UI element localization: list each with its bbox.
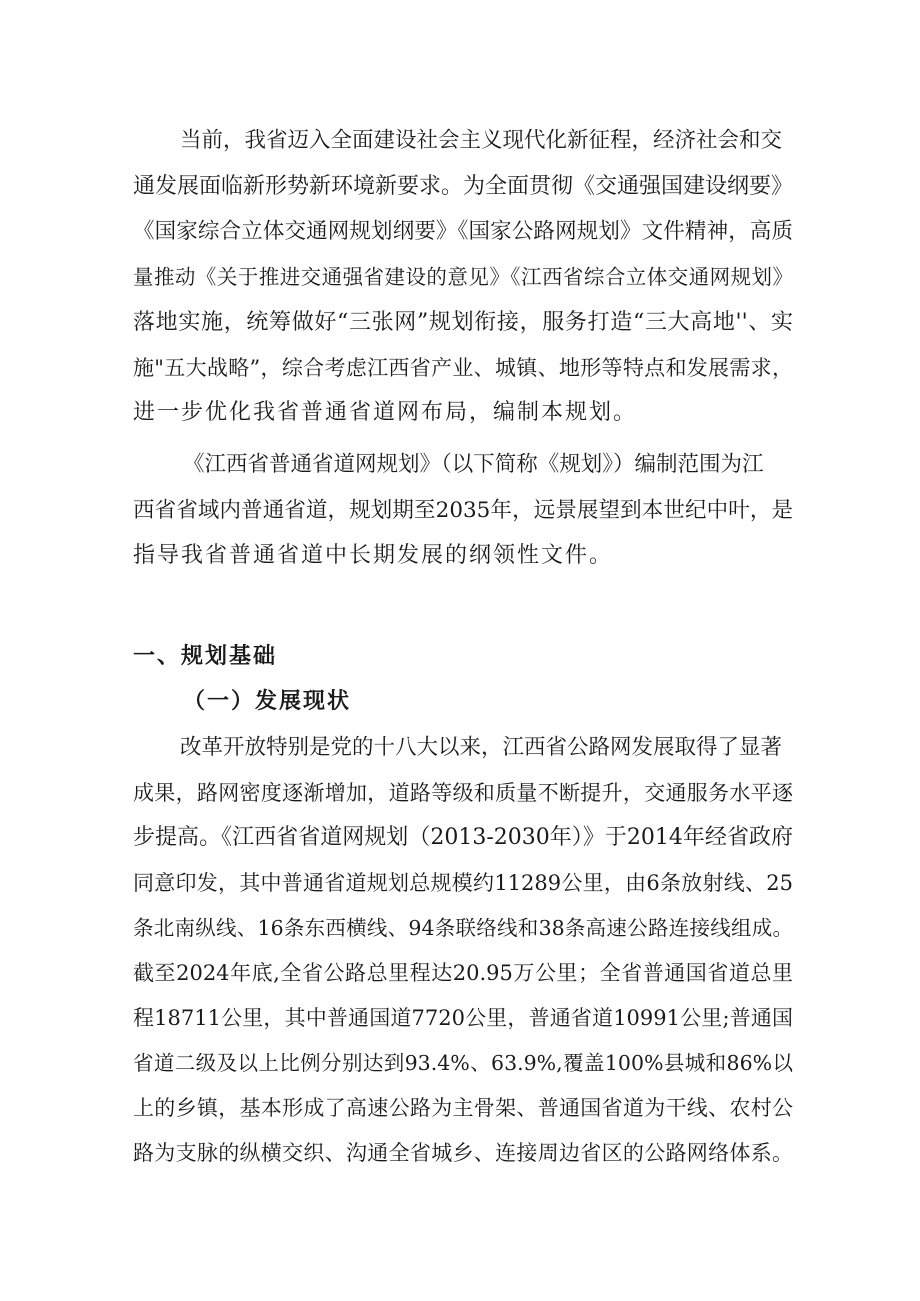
- paragraph-line: 《江西省普通省道网规划》（以下简称《规划》）编制范围为江: [183, 452, 764, 477]
- section-heading: 一、规划基础: [133, 644, 278, 669]
- paragraph-line: 省道二级及以上比例分别达到93.4%、63.9%,覆盖100%县城和86%以: [133, 1051, 793, 1075]
- paragraph-line: 当前，我省迈入全面建设社会主义现代化新征程，经济社会和交: [180, 128, 783, 153]
- paragraph-line: 通发展面临新形势新环境新要求。为全面贯彻《交通强国建设纲要》: [133, 174, 794, 199]
- paragraph-line: 成果，路网密度逐渐增加，道路等级和质量不断提升，交通服务水平逐: [133, 781, 793, 805]
- paragraph-line: 落地实施，统筹做好“三张网”规划衔接，服务打造“三大高地''、实: [133, 310, 793, 335]
- paragraph-line: 步提高。《江西省省道网规划（2013-2030年）》于2014年经省政府: [133, 825, 793, 850]
- paragraph-line: 条北南纵线、16条东西横线、94条联络线和38条高速公路连接线组成。: [133, 916, 793, 940]
- paragraph-line: 路为支脉的纵横交织、沟通全省城乡、连接周边省区的公路网络体系。: [133, 1141, 793, 1165]
- subsection-heading: （一）发展现状: [183, 689, 352, 714]
- paragraph-line: 同意印发，其中普通省道规划总规模约11289公里，由6条放射线、25: [133, 871, 793, 895]
- paragraph-line: 上的乡镇，基本形成了高速公路为主骨架、普通国省道为干线、农村公: [133, 1096, 793, 1120]
- paragraph-line: 施"五大战略”，综合考虑江西省产业、城镇、地形等特点和发展需求，: [133, 356, 793, 380]
- paragraph-line: 量推动《关于推进交通强省建设的意见》《江西省综合立体交通网规划》: [133, 265, 793, 289]
- paragraph-line: 指导我省普通省道中长期发展的纲领性文件。: [133, 543, 614, 568]
- paragraph-line: 进一步优化我省普通省道网布局，编制本规划。: [133, 400, 638, 425]
- paragraph-line: 《国家综合立体交通网规划纲要》《国家公路网规划》文件精神，高质: [133, 219, 793, 244]
- paragraph-line: 西省省域内普通省道，规划期至2035年，远景展望到本世纪中叶，是: [133, 498, 793, 523]
- paragraph-line: 截至2024年底,全省公路总里程达20.95万公里；全省普通国省道总里: [133, 961, 793, 985]
- paragraph-line: 程18711公里，其中普通国道7720公里，普通省道10991公里;普通国: [133, 1006, 793, 1030]
- paragraph-line: 改革开放特别是党的十八大以来，江西省公路网发展取得了显著: [180, 735, 783, 760]
